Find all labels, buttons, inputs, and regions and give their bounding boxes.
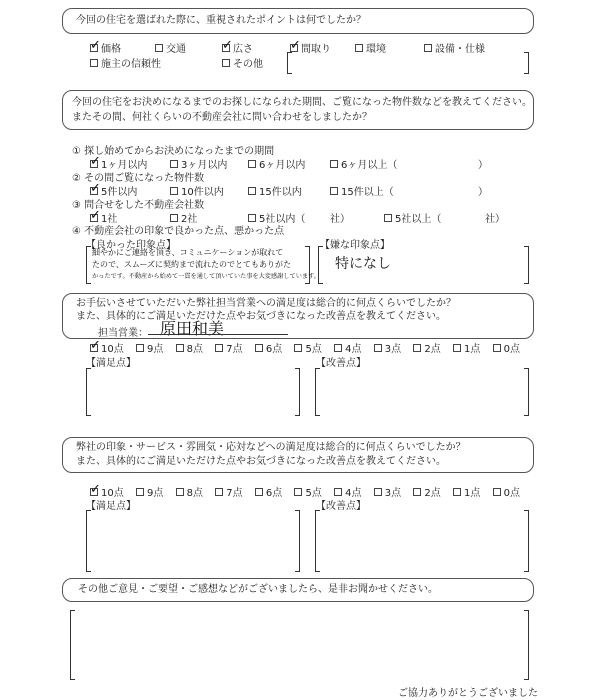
q2-sub4-title: ④ 不動産会社の印象で良かった点、悪かった点 bbox=[72, 226, 285, 237]
checkbox[interactable] bbox=[170, 160, 178, 168]
checkbox[interactable] bbox=[222, 59, 230, 67]
q1-question: 今回の住宅を選ばれた際に、重視されたポイントは何でしたか？ bbox=[76, 15, 366, 26]
q3-score-option[interactable]: 1点 bbox=[453, 340, 480, 355]
q2-sub3-option[interactable]: ✓ 1社 bbox=[90, 207, 118, 225]
checkbox[interactable] bbox=[248, 160, 256, 168]
q4-score-option[interactable]: 4点 bbox=[334, 484, 361, 499]
q2-sub2-close: ） bbox=[478, 187, 488, 198]
q2-sub3-option[interactable]: 5社以内（ bbox=[248, 210, 305, 225]
q4-score-option[interactable]: 3点 bbox=[374, 484, 401, 499]
checkbox[interactable] bbox=[424, 44, 432, 52]
q4-question-line1: 弊社の印象・サービス・雰囲気・応対などへの満足度は総合的に何点くらいでしたか？ bbox=[76, 442, 466, 453]
checkbox[interactable] bbox=[155, 44, 163, 52]
q4-score-option[interactable]: 7点 bbox=[215, 484, 242, 499]
checkbox[interactable]: ✓ bbox=[90, 180, 101, 196]
checkbox[interactable] bbox=[248, 187, 256, 195]
q3-score-option[interactable]: 4点 bbox=[334, 340, 361, 355]
q2-sub3-unit-b: 社） bbox=[485, 214, 505, 225]
checkbox[interactable]: ✓ bbox=[90, 153, 101, 169]
q4-satisfied-bracket-right bbox=[295, 510, 300, 572]
q3-rep-name: 原田和美 bbox=[160, 319, 225, 338]
q4-score-option[interactable]: 5点 bbox=[294, 484, 321, 499]
q3-question-line2: また、具体的にご満足いただけた点やお気づきになった改善点を教えてください。 bbox=[76, 311, 446, 322]
q4-satisfied-label: 【満足点】 bbox=[86, 501, 136, 512]
checkbox[interactable] bbox=[90, 59, 98, 67]
q1-option-layout[interactable]: ✓ 間取り bbox=[290, 37, 331, 55]
q2-sub3-title: ③ 問合せをした不動産会社数 bbox=[72, 200, 205, 211]
q3-improve-bracket-right bbox=[524, 368, 529, 416]
q3-score-option[interactable]: 7点 bbox=[215, 340, 242, 355]
checkbox[interactable] bbox=[330, 160, 338, 168]
q4-score-option[interactable]: ✓ 10点 bbox=[90, 481, 124, 499]
q4-score-option[interactable]: 2点 bbox=[413, 484, 440, 499]
q2-sub2-option[interactable]: ✓ 5件以内 bbox=[90, 180, 138, 198]
q5-bracket-left bbox=[70, 610, 75, 680]
q3-satisfied-bracket-right bbox=[295, 368, 300, 416]
q4-improve-bracket-left bbox=[315, 510, 320, 572]
q2-sub1-option[interactable]: 6ヶ月以内 bbox=[248, 156, 305, 171]
q4-satisfied-bracket-left bbox=[86, 510, 91, 572]
q3-score-option[interactable]: 3点 bbox=[374, 340, 401, 355]
q4-score-option[interactable]: 1点 bbox=[453, 484, 480, 499]
q3-improve-bracket-left bbox=[315, 368, 320, 416]
q2-good-bracket-left bbox=[86, 246, 91, 284]
checkbox[interactable]: ✓ bbox=[90, 37, 101, 53]
q2-good-label: 【良かった印象点】 bbox=[86, 240, 176, 251]
q3-rep-label: 担当営業： bbox=[98, 328, 148, 339]
q2-question-line1: 今回の住宅をお決めになるまでのお探しになられた期間、ご覧になった物件数などを教えてください。 bbox=[72, 97, 532, 108]
q3-rep-underline bbox=[148, 334, 288, 335]
q2-sub3-unit-a: 社） bbox=[330, 214, 350, 225]
q2-bad-label: 【嫌な印象点】 bbox=[320, 240, 390, 251]
q2-sub2-option[interactable]: 10件以内 bbox=[170, 183, 224, 198]
q3-score-option[interactable]: 9点 bbox=[136, 340, 163, 355]
checkbox[interactable]: ✓ bbox=[222, 37, 233, 53]
q4-improve-label: 【改善点】 bbox=[316, 501, 366, 512]
q3-score-option[interactable]: 2点 bbox=[413, 340, 440, 355]
q2-bad-bracket-right bbox=[524, 246, 529, 284]
checkbox[interactable] bbox=[355, 44, 363, 52]
q3-score-option[interactable]: 8点 bbox=[176, 340, 203, 355]
q1-other-bracket-left bbox=[287, 52, 292, 74]
checkbox[interactable]: ✓ bbox=[90, 207, 101, 223]
q1-option-builder-trust[interactable]: 施主の信頼性 bbox=[90, 55, 161, 70]
q4-score-option[interactable]: 0点 bbox=[493, 484, 520, 499]
q2-sub2-title: ② その間ご覧になった物件数 bbox=[72, 173, 205, 184]
checkbox[interactable]: ✓ bbox=[290, 37, 301, 53]
q1-option-equipment[interactable]: 設備・仕様 bbox=[424, 40, 485, 55]
q2-sub2-option[interactable]: 15件以上（ bbox=[330, 183, 394, 198]
q5-question: その他ご意見・ご要望・ご感想などがございましたら、是非お聞かせください。 bbox=[78, 584, 438, 595]
q1-option-environment[interactable]: 環境 bbox=[355, 40, 386, 55]
q5-bracket-right bbox=[524, 610, 529, 680]
q2-sub1-option[interactable]: 6ヶ月以上（ bbox=[330, 156, 397, 171]
q1-option-transport[interactable]: 交通 bbox=[155, 40, 186, 55]
q1-option-price[interactable]: ✓ 価格 bbox=[90, 37, 121, 55]
q1-option-other[interactable]: その他 bbox=[222, 55, 263, 70]
q3-satisfied-label: 【満足点】 bbox=[86, 358, 136, 369]
q2-good-handwriting-line2: たので、スムーズに契約まで流れたのでとてもありがた bbox=[92, 260, 292, 269]
q3-score-option[interactable]: 0点 bbox=[493, 340, 520, 355]
q3-satisfied-bracket-left bbox=[86, 368, 91, 416]
q4-score-option[interactable]: 9点 bbox=[136, 484, 163, 499]
q2-good-handwriting-line3: かったです。不動産から始めて一貫を通して頂いていた事を大変感謝しています。 bbox=[92, 273, 320, 280]
q3-score-option[interactable]: 6点 bbox=[255, 340, 282, 355]
checkbox[interactable] bbox=[170, 187, 178, 195]
q3-improve-label: 【改善点】 bbox=[316, 358, 366, 369]
q2-sub1-title: ① 探し始めてからお決めになったまでの期間 bbox=[72, 146, 275, 157]
checkbox[interactable] bbox=[170, 214, 178, 222]
q2-question-line2: またその間、何社くらいの不動産会社に問い合わせをしましたか？ bbox=[72, 112, 372, 123]
checkbox[interactable] bbox=[330, 187, 338, 195]
q2-sub3-option[interactable]: 2社 bbox=[170, 210, 197, 225]
q3-score-option[interactable]: 5点 bbox=[294, 340, 321, 355]
checkbox[interactable] bbox=[384, 214, 392, 222]
q2-good-handwriting-line1: 細やかにご連絡を頂き、コミュニケーションが取れて bbox=[92, 248, 284, 257]
q3-score-scale bbox=[90, 337, 520, 355]
q4-question-line2: また、具体的にご満足いただけた点やお気づきになった改善点を教えてください。 bbox=[76, 456, 446, 467]
q3-question-line1: お手伝いさせていただいた弊社担当営業への満足度は総合的に何点くらいでしたか？ bbox=[76, 298, 456, 309]
q4-score-option[interactable]: 6点 bbox=[255, 484, 282, 499]
footer-thanks: ご協力ありがとうございました bbox=[398, 688, 538, 699]
q3-score-option[interactable]: ✓ 10点 bbox=[90, 337, 124, 355]
q4-score-option[interactable]: 8点 bbox=[176, 484, 203, 499]
q2-sub1-option[interactable]: 3ヶ月以内 bbox=[170, 156, 227, 171]
q2-sub2-option[interactable]: 15件以内 bbox=[248, 183, 302, 198]
q2-sub3-option[interactable]: 5社以上（ bbox=[384, 210, 441, 225]
q2-bad-handwriting: 特になし bbox=[335, 256, 391, 272]
q2-sub1-option[interactable]: ✓ 1ヶ月以内 bbox=[90, 153, 148, 171]
q1-option-size[interactable]: ✓ 広さ bbox=[222, 37, 253, 55]
checkbox[interactable] bbox=[248, 214, 256, 222]
q1-other-bracket-right bbox=[524, 52, 529, 74]
q2-sub1-close: ） bbox=[478, 160, 488, 171]
q4-score-scale bbox=[90, 481, 520, 499]
q4-improve-bracket-right bbox=[524, 510, 529, 572]
